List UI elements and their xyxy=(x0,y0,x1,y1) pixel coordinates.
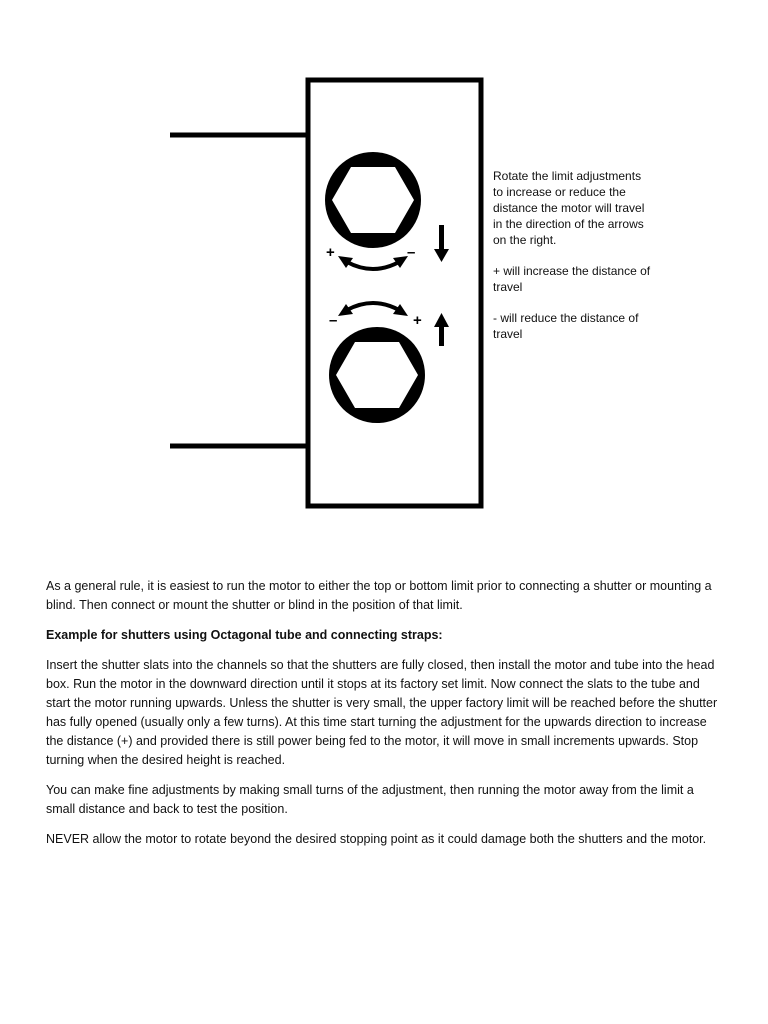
upper-rotation-arrow-icon xyxy=(338,256,408,269)
lower-minus-sign: – xyxy=(329,312,338,329)
fine-adjustment-paragraph: You can make fine adjustments by making small turns of the adjustment, then running the motor away from the limit a small distance and back to test the position. xyxy=(46,783,694,816)
upper-minus-sign: – xyxy=(407,244,416,261)
warning-paragraph: NEVER allow the motor to rotate beyond the desired stopping point as it could damage both the shutters and the motor. xyxy=(46,832,707,846)
up-arrow-icon xyxy=(434,313,449,346)
general-rule-paragraph: As a general rule, it is easiest to run the motor to either the top or bottom limit prior to connecting a shutter or mounting a blind. Then connect or mount the shutter or blind in the position of that limit. xyxy=(46,579,712,612)
note-minus-meaning: - will reduce the distance of travel xyxy=(493,311,639,341)
shutter-procedure-paragraph: Insert the shutter slats into the channels so that the shutters are fully closed, then install the motor and tube into the head box. Run the motor in the downward direction until it stops at its factory set limit. Now connect the slats to the tube and start the motor running upwards. Unless the shutter is very small, the upper factory limit will be reached before the shutter has fully opened (usually only a few turns). At this time start turning the adjustment for the upwards direction to increase the distance (+) and provided there is still power being fed to the motor, it will move in small increments upwards. Stop turning when the desired height is reached. xyxy=(46,658,718,767)
lower-limit-adjuster xyxy=(329,327,425,423)
example-heading: Example for shutters using Octagonal tube and connecting straps: xyxy=(46,628,443,642)
upper-plus-sign: + xyxy=(326,244,335,261)
instructions-text xyxy=(46,577,726,860)
note-plus-meaning: + will increase the distance of travel xyxy=(493,264,651,294)
motor-head-box xyxy=(308,80,481,506)
lower-rotation-arrow-icon xyxy=(338,303,408,316)
lower-plus-sign: + xyxy=(413,312,422,329)
down-arrow-icon xyxy=(434,225,449,262)
upper-limit-adjuster xyxy=(325,152,421,248)
note-rotate-instructions: Rotate the limit adjustments to increase or reduce the distance the motor will travel in the direction of the arrows on the right. xyxy=(493,169,645,247)
adjustment-note xyxy=(493,168,653,357)
